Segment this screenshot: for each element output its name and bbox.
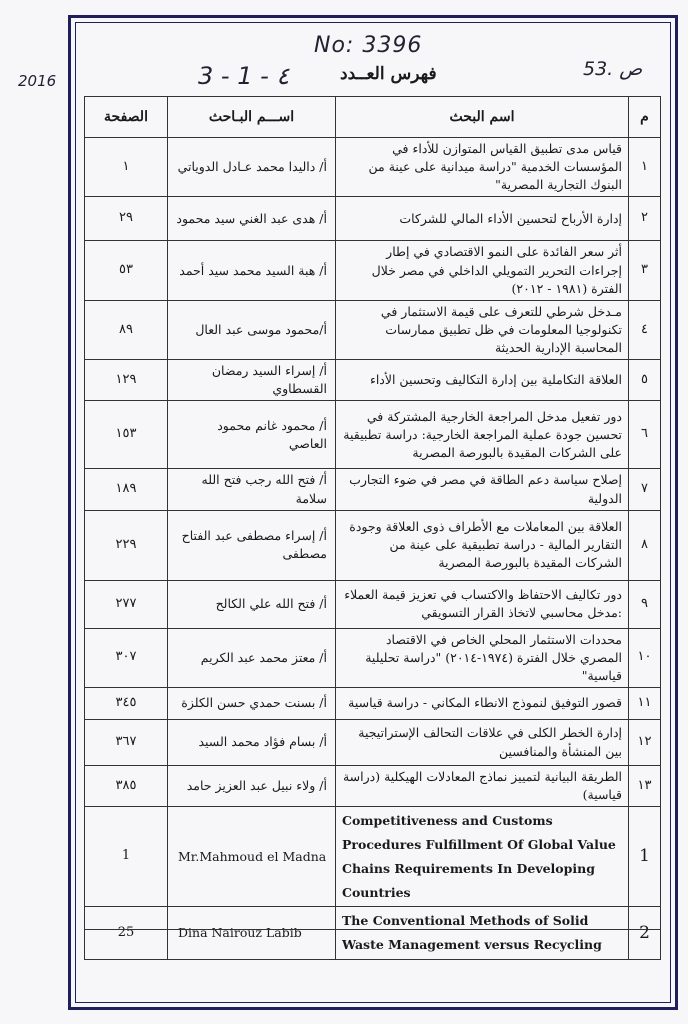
row-index: ٩ — [629, 580, 661, 628]
row-index: ٨ — [629, 510, 661, 580]
row-author: أ/ محمود غانم محمود العاصي — [168, 401, 336, 469]
page-title: فهرس العــدد — [340, 64, 437, 84]
row-index: ١٠ — [629, 628, 661, 687]
row-title: Competitiveness and Customs Procedures Fulfillment Of Global Value Chains Requirements In Developing Countries — [336, 807, 629, 907]
row-index: ١٣ — [629, 766, 661, 807]
table-row — [85, 241, 661, 300]
row-author: أ/محمود موسى عبد العال — [168, 300, 336, 359]
column-header-page: الصفحة — [85, 97, 168, 138]
row-author: أ/ هبة السيد محمد سيد أحمد — [168, 241, 336, 300]
row-author: Mr.Mahmoud el Madna — [168, 807, 336, 907]
row-author: أ/ ولاء نبيل عبد العزيز حامد — [168, 766, 336, 807]
row-author: أ/ هدى عبد الغني سيد محمود — [168, 197, 336, 241]
table-row — [85, 510, 661, 580]
row-page: ٣٦٧ — [85, 720, 168, 766]
row-title: محددات الاستثمار المحلي الخاص في الاقتصاد المصري خلال الفترة (١٩٧٤-٢٠١٤) "دراسة تحليلية قياسية" — [336, 628, 629, 687]
row-author: أ/ فتح الله علي الكالح — [168, 580, 336, 628]
row-author: Dina Nairouz Labib — [168, 907, 336, 960]
row-title: أثر سعر الفائدة على النمو الاقتصادي في إطار إجراءات التحرير التمويلي الداخلي في مصر خلال الفترة (١٩٨١ - ٢٠١٢) — [336, 241, 629, 300]
table-row — [85, 469, 661, 510]
row-index: 2 — [629, 907, 661, 960]
table-row — [85, 720, 661, 766]
row-index: ٤ — [629, 300, 661, 359]
row-page: ٥٣ — [85, 241, 168, 300]
column-header-index: م — [629, 97, 661, 138]
table-row — [85, 628, 661, 687]
row-author: أ/ بسنت حمدي حسن الكلزة — [168, 688, 336, 720]
row-page: ١٨٩ — [85, 469, 168, 510]
row-page: ٣٨٥ — [85, 766, 168, 807]
row-index: ١١ — [629, 688, 661, 720]
row-title: العلاقة بين المعاملات مع الأطراف ذوى العلاقة وجودة التقارير المالية - دراسة تطبيقية على عينة من الشركات المقيدة بالبورصة المصرية — [336, 510, 629, 580]
table-row — [85, 766, 661, 807]
row-author: أ/ فتح الله رجب فتح الله سلامة — [168, 469, 336, 510]
row-index: ١٢ — [629, 720, 661, 766]
table-row — [85, 360, 661, 401]
table-row — [85, 580, 661, 628]
row-title: قصور التوفيق لنموذج الانطاء المكاني - دراسة قياسية — [336, 688, 629, 720]
row-title: The Conventional Methods of Solid Waste Management versus Recycling — [336, 907, 629, 960]
handwritten-page-mark: 53. ص — [583, 58, 643, 80]
row-index: 1 — [629, 807, 661, 907]
row-index: ٦ — [629, 401, 661, 469]
contents-table — [84, 96, 661, 960]
row-title: إصلاح سياسة دعم الطاقة في مصر في ضوء التجارب الدولية — [336, 469, 629, 510]
table-row — [85, 300, 661, 359]
handwritten-year: 2016 — [18, 72, 57, 90]
table-row — [85, 907, 661, 960]
row-page: ١ — [85, 138, 168, 197]
table-row — [85, 688, 661, 720]
row-index: ٢ — [629, 197, 661, 241]
row-index: ١ — [629, 138, 661, 197]
row-index: ٥ — [629, 360, 661, 401]
row-title: إدارة الخطر الكلى في علاقات التحالف الإستراتيجية بين المنشأة والمنافسين — [336, 720, 629, 766]
row-author: أ/ معتز محمد عبد الكريم — [168, 628, 336, 687]
row-index: ٧ — [629, 469, 661, 510]
row-title: الطريقة البيانية لتمييز نماذج المعادلات الهيكلية (دراسة قياسية) — [336, 766, 629, 807]
table-row — [85, 197, 661, 241]
row-page: ٨٩ — [85, 300, 168, 359]
row-index: ٣ — [629, 241, 661, 300]
column-header-author: اســـم البـاحث — [168, 97, 336, 138]
row-page: 1 — [85, 807, 168, 907]
row-title: دور تكاليف الاحتفاظ والاكتساب في تعزيز قيمة العملاء :مدخل محاسبي لاتخاذ القرار التسويقي — [336, 580, 629, 628]
row-page: ٢٩ — [85, 197, 168, 241]
bottom-rule — [84, 929, 660, 930]
row-author: أ/ بسام فؤاد محمد السيد — [168, 720, 336, 766]
table-row — [85, 138, 661, 197]
row-author: أ/ داليدا محمد عـادل الدوياتي — [168, 138, 336, 197]
row-title: مـدخل شرطي للتعرف على قيمة الاستثمار في تكنولوجيا المعلومات في ظل تطبيق ممارسات المحاسبة الإدارية الحديثة — [336, 300, 629, 359]
row-page: ٣٠٧ — [85, 628, 168, 687]
row-title: دور تفعيل مدخل المراجعة الخارجية المشتركة في تحسين جودة عملية المراجعة الخارجية: دراسة تطبيقية على الشركات المقيدة بالبورصة المصرية — [336, 401, 629, 469]
handwritten-issue-number: 3 - 1 - ٤ — [198, 62, 290, 90]
handwritten-reference-number: No: 3396 — [314, 33, 423, 58]
row-title: قياس مدى تطبيق القياس المتوازن للأداء في المؤسسات الخدمية "دراسة ميدانية على عينة من البنوك التجارية المصرية" — [336, 138, 629, 197]
column-header-title: اسم البحث — [336, 97, 629, 138]
row-page: ٢٢٩ — [85, 510, 168, 580]
row-page: ١٢٩ — [85, 360, 168, 401]
row-page: ١٥٣ — [85, 401, 168, 469]
table-row — [85, 807, 661, 907]
row-title: إدارة الأرباح لتحسين الأداء المالي للشركات — [336, 197, 629, 241]
row-page: 25 — [85, 907, 168, 960]
row-page: ٢٧٧ — [85, 580, 168, 628]
table-header-row — [85, 97, 661, 138]
row-page: ٣٤٥ — [85, 688, 168, 720]
row-author: أ/ إسراء السيد رمضان القسطاوي — [168, 360, 336, 401]
row-title: العلاقة التكاملية بين إدارة التكاليف وتحسين الأداء — [336, 360, 629, 401]
table-row — [85, 401, 661, 469]
row-author: أ/ إسراء مصطفى عبد الفتاح مصطفى — [168, 510, 336, 580]
